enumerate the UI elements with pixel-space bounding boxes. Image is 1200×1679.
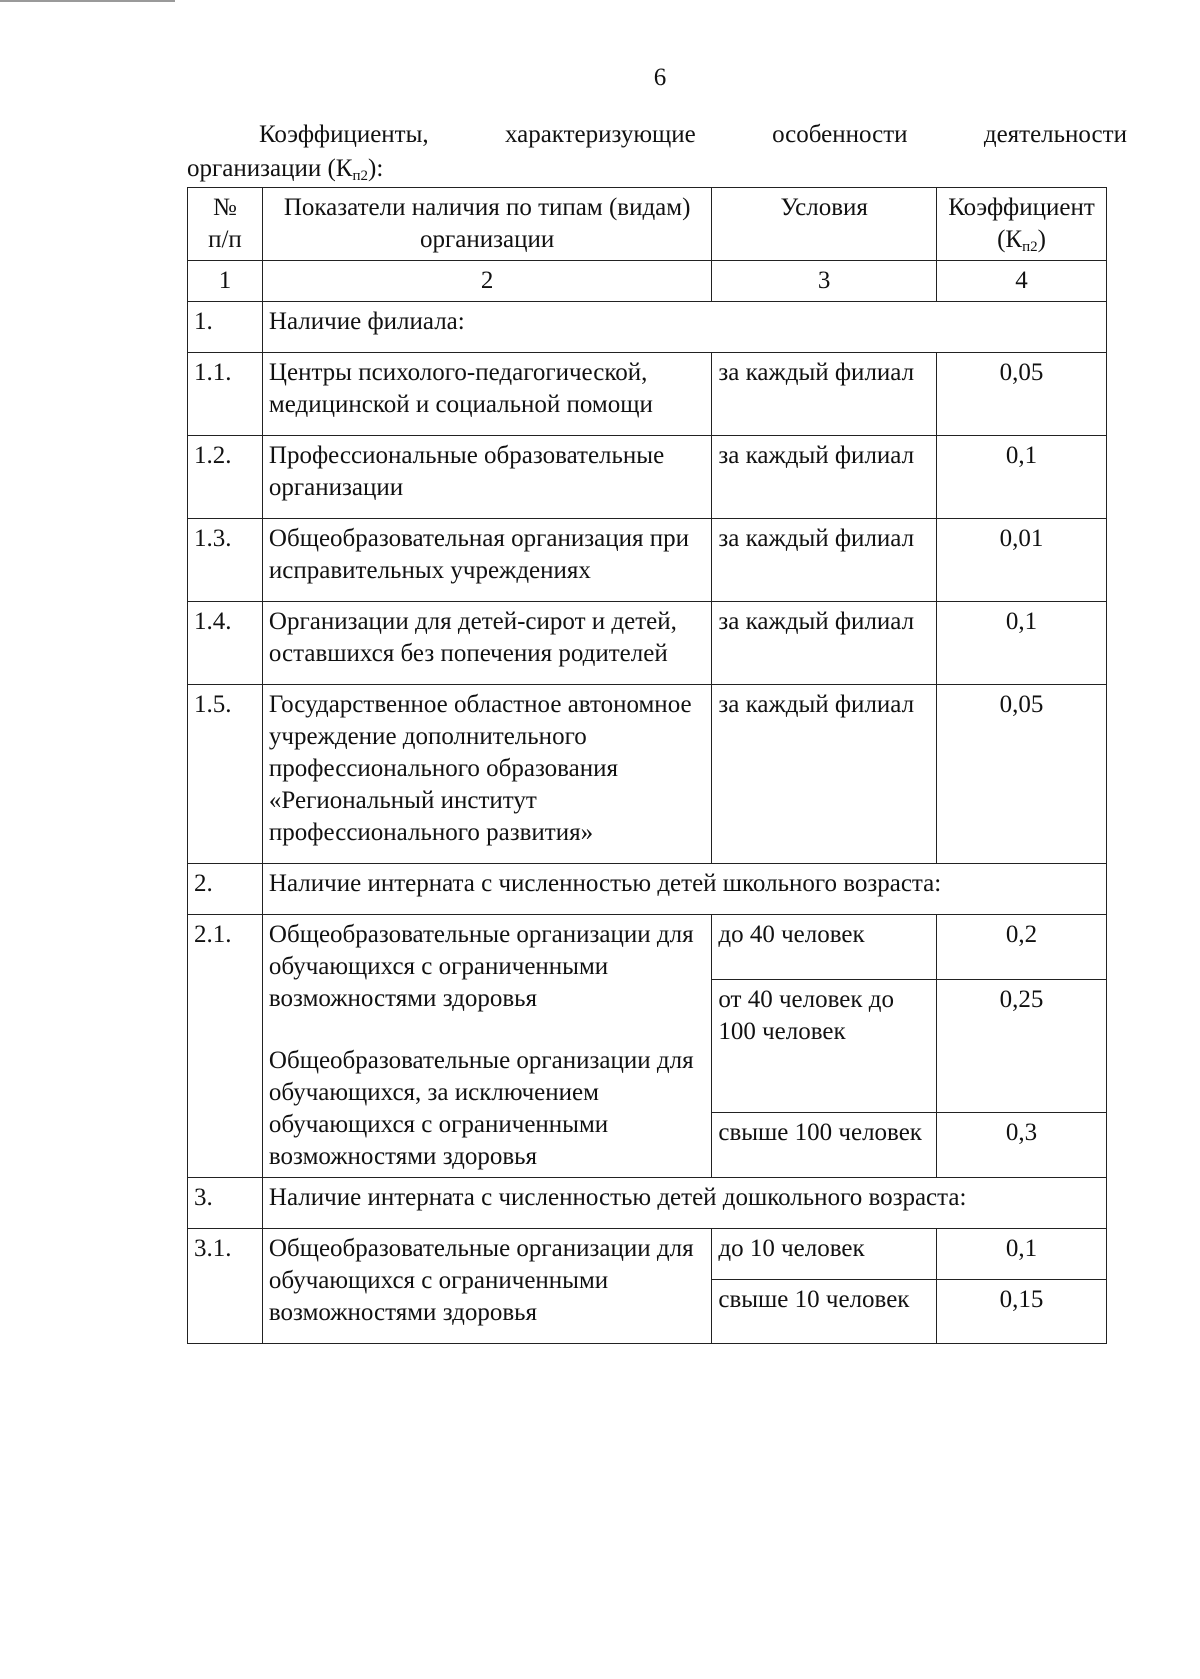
section-row (188, 864, 1107, 915)
row-indicator: Профессиональные образовательные организации (262, 436, 711, 519)
section-title: Наличие филиала: (262, 302, 1106, 353)
row-coefficient: 0,15 (937, 1280, 1107, 1344)
row-condition: свыше 10 человек (712, 1280, 937, 1344)
intro-word: характеризующие (504, 121, 696, 148)
row-number: 1.5. (188, 685, 263, 864)
intro-paragraph (187, 118, 1127, 186)
row-condition: за каждый филиал (712, 353, 937, 436)
row-coefficient: 0,05 (937, 685, 1107, 864)
column-numbers-row (188, 261, 1107, 302)
intro-word: деятельности (983, 121, 1127, 148)
section-title: Наличие интерната с численностью детей дошкольного возраста: (262, 1178, 1106, 1229)
indicator-text-a: Общеобразовательные организации для обучающихся с ограниченными возможностями здоровья (268, 921, 694, 1012)
row-condition: до 40 человек (712, 915, 937, 980)
section-number: 2. (188, 864, 263, 915)
header-conditions: Условия (712, 188, 937, 261)
row-condition: за каждый филиал (712, 519, 937, 602)
section-number: 3. (188, 1178, 263, 1229)
row-indicator (262, 915, 711, 1178)
header-number: № п/п (188, 188, 263, 261)
table-row (188, 1229, 1107, 1280)
row-coefficient: 0,25 (937, 980, 1107, 1112)
table-row (188, 436, 1107, 519)
row-coefficient: 0,01 (937, 519, 1107, 602)
row-number: 1.4. (188, 602, 263, 685)
row-condition: за каждый филиал (712, 685, 937, 864)
row-number: 3.1. (188, 1229, 263, 1344)
row-coefficient: 0,1 (937, 1229, 1107, 1280)
column-number: 4 (937, 261, 1107, 302)
row-condition: до 10 человек (712, 1229, 937, 1280)
scan-edge-mark (0, 0, 175, 2)
section-number: 1. (188, 302, 263, 353)
column-number: 1 (188, 261, 263, 302)
header-indicator: Показатели наличия по типам (видам) организации (262, 188, 711, 261)
row-coefficient: 0,05 (937, 353, 1107, 436)
column-number: 2 (262, 261, 711, 302)
header-coefficient: Коэффициент $(К_{п2})$ (937, 188, 1107, 261)
intro-word: особенности (772, 121, 908, 148)
row-condition: за каждый филиал (712, 602, 937, 685)
row-coefficient: 0,2 (937, 915, 1107, 980)
intro-word: Коэффициенты, (259, 121, 429, 148)
table-row (188, 602, 1107, 685)
coefficients-table (187, 187, 1107, 1344)
row-coefficient: 0,1 (937, 602, 1107, 685)
row-coefficient: 0,1 (937, 436, 1107, 519)
table-row (188, 915, 1107, 980)
indicator-text-b: Общеобразовательные организации для обучающихся, за исключением обучающихся с ограниченными возможностями здоровья (268, 1047, 694, 1170)
row-condition: от 40 человек до 100 человек (712, 980, 937, 1112)
row-number: 2.1. (188, 915, 263, 1178)
row-indicator: Государственное областное автономное учреждение дополнительного профессионального образования «Региональный институт профессионального развития» (262, 685, 711, 864)
row-indicator: Центры психолого-педагогической, медицинской и социальной помощи (262, 353, 711, 436)
section-row (188, 1178, 1107, 1229)
intro-line-1 (187, 118, 1127, 152)
section-row (188, 302, 1107, 353)
table-row (188, 353, 1107, 436)
column-number: 3 (712, 261, 937, 302)
row-coefficient: 0,3 (937, 1112, 1107, 1177)
row-number: 1.1. (188, 353, 263, 436)
page-number: 6 (653, 64, 667, 91)
table-row (188, 685, 1107, 864)
row-condition: свыше 100 человек (712, 1112, 937, 1177)
row-number: 1.2. (188, 436, 263, 519)
row-condition: за каждый филиал (712, 436, 937, 519)
intro-line-2: организации $(К_{п2})$: (187, 155, 384, 184)
table-header-row (188, 188, 1107, 261)
row-indicator: Организации для детей-сирот и детей, оставшихся без попечения родителей (262, 602, 711, 685)
row-indicator: Общеобразовательная организация при исправительных учреждениях (262, 519, 711, 602)
row-indicator: Общеобразовательные организации для обучающихся с ограниченными возможностями здоровья (262, 1229, 711, 1344)
section-title: Наличие интерната с численностью детей школьного возраста: (262, 864, 1106, 915)
row-number: 1.3. (188, 519, 263, 602)
spacer (269, 1015, 705, 1045)
table-row (188, 519, 1107, 602)
